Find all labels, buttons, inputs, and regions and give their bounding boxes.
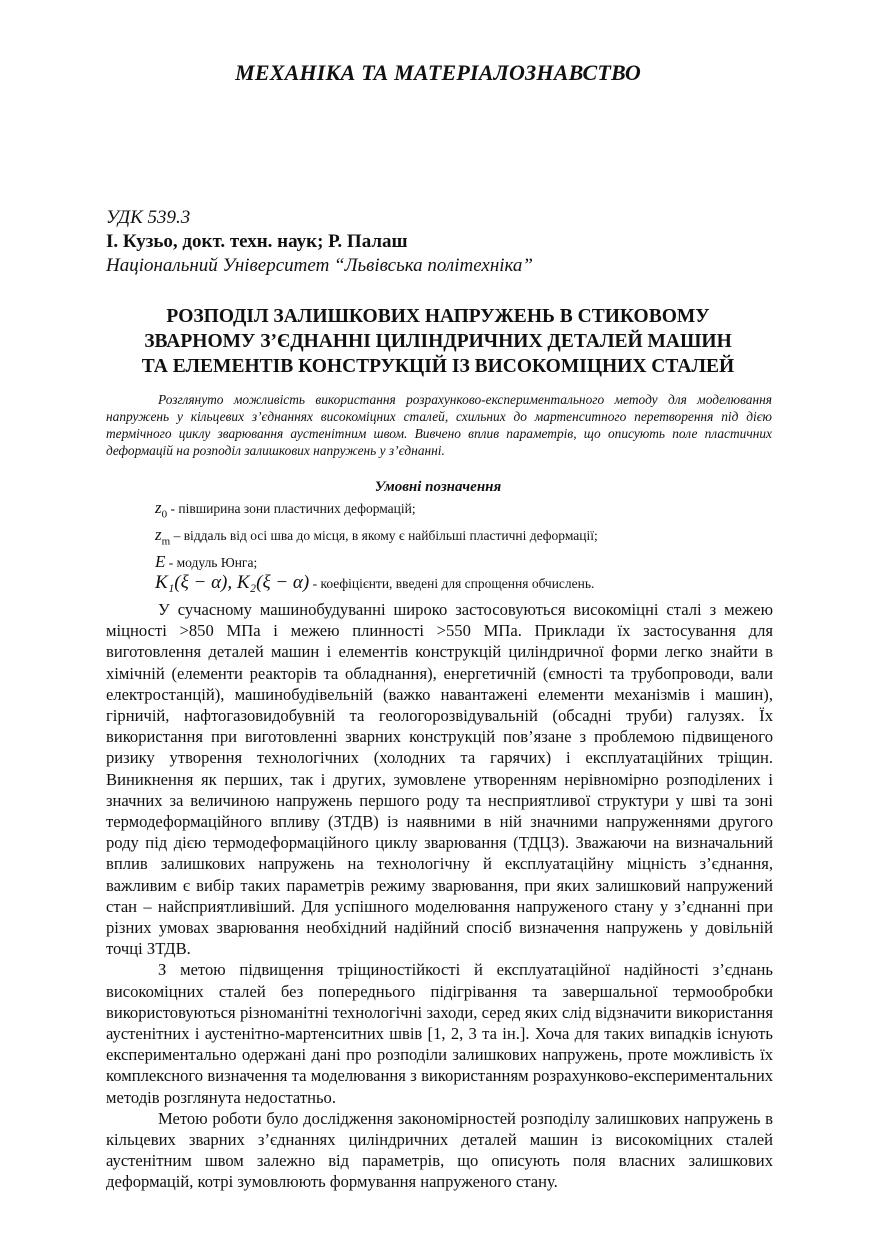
definition: - модуль Юнга; [165,554,258,570]
title-line: ЗВАРНОМУ З’ЄДНАННІ ЦИЛІНДРИЧНИХ ДЕТАЛЕЙ МАШИН [144,331,732,352]
authors: І. Кузьо, докт. техн. наук; Р. Палаш [106,231,408,252]
nomenclature-item [155,525,775,552]
definition: - півширина зони пластичних деформацій; [167,501,416,516]
symbol: E [155,551,166,571]
symbol: $z_0$ [155,498,168,521]
nomenclature-item [155,552,775,574]
paragraph: З метою підвищення тріщиностійкості й експлуатаційної надійності з’єднань високоміцних сталей без попереднього підігрівання та завершальної термообробки використовуються різноманітні технологічні заходи, серед яких слід відзначити використання аустенітних і аустенітно-мартенситних швів [1, 2, 3 та ін.]. Хоча для таких випадків існують експериментально одержані дані про розподіли залишкових напружень, проте можливість їх комплексного визначення та моделювання з використанням розрахунково-експериментальних методів розглянута недостатньо. [106,960,773,1107]
symbol: K₁(ξ − α), K₂(ξ − α) [155,572,310,594]
definition: – віддаль від осі шва до місця, в якому є найбільші пластичні деформації; [170,527,598,543]
nomenclature-title: Умовні позначення [374,479,502,495]
affiliation: Національний Університет “Львівська політехніка” [106,255,533,276]
title-line: РОЗПОДІЛ ЗАЛИШКОВИХ НАПРУЖЕНЬ В СТИКОВОМУ [166,306,710,327]
paragraph: У сучасному машинобудуванні широко застосовуються високоміцні сталі з межею міцності >850 МПа і межею плинності >550 МПа. Приклади їх застосування для виготовлення деталей машин і елементів конструкцій циліндричної форми легко знайти в хімічній (елементи реакторів та обладнання), енергетичній (ємності та трубопроводи, вали електростанцій), машинобудівельній (важко навантажені елементи механізмів і машин), гірничій, нафтогазовидобувній та геологорозвідувальній (обсадні труби) галузях. Їх використання при виготовленні зварних конструкцій пов’язане з проблемою підвищеного ризику утворення технологічних (холодних та гарячих) і експлуатаційних тріщин. Виникнення як перших, так і других, зумовлене утворенням нерівномірно розподілених і значних за величиною напружень першого роду та несприятливої структури у шві та зоні термодеформаційного впливу (ЗТДВ) із наявними в ній значними напруженнями другого роду під дією термодеформаційного циклу зварювання (ТДЦЗ). Зважаючи на визначальний вплив залишкових напружень на технологічну й експлуатаційну міцність з’єднання, важливим є вибір таких параметрів режиму зварювання, при яких залишковий напружений стан – найсприятливіший. Для успішного моделювання напруженого стану у з’єднанні при різних умовах зварювання необхідний надійний спосіб визначення напружень у довільній точці ЗТДВ. [106,600,773,959]
nomenclature-item [155,573,775,595]
udc-code: УДК 539.3 [106,207,191,228]
section-header: МЕХАНІКА ТА МАТЕРІАЛОЗНАВСТВО [235,60,641,85]
paragraph: Метою роботи було дослідження закономірностей розподілу залишкових напружень в кільцевих зварних з’єднаннях циліндричних деталей машин із високоміцних сталей аустенітним швом залежно від параметрів, що описують поля власних залишкових деформацій, котрі зумовлюють формування напруженого стану. [106,1108,773,1192]
title-line: ТА ЕЛЕМЕНТІВ КОНСТРУКЦІЙ ІЗ ВИСОКОМІЦНИХ СТАЛЕЙ [141,356,735,377]
abstract: Розглянуто можливість використання розрахунково-експериментального методу для моделювання напружень у кільцевих з’єднаннях високоміцних сталей, схильних до мартенситного перетворення під дією термічного циклу зварювання аустенітним швом. Вивчено вплив параметрів, що описують поле пластичних деформацій на розподіл залишкових напружень у з’єднанні. [106,392,772,458]
nomenclature-item [155,498,775,525]
article-meta [106,206,786,278]
nomenclature-list [155,498,775,595]
body-text [106,599,773,1193]
article-title [0,304,876,379]
symbol: $z_m$ [155,524,171,548]
definition: - коефіцієнти, введені для спрощення обчислень. [309,576,595,592]
